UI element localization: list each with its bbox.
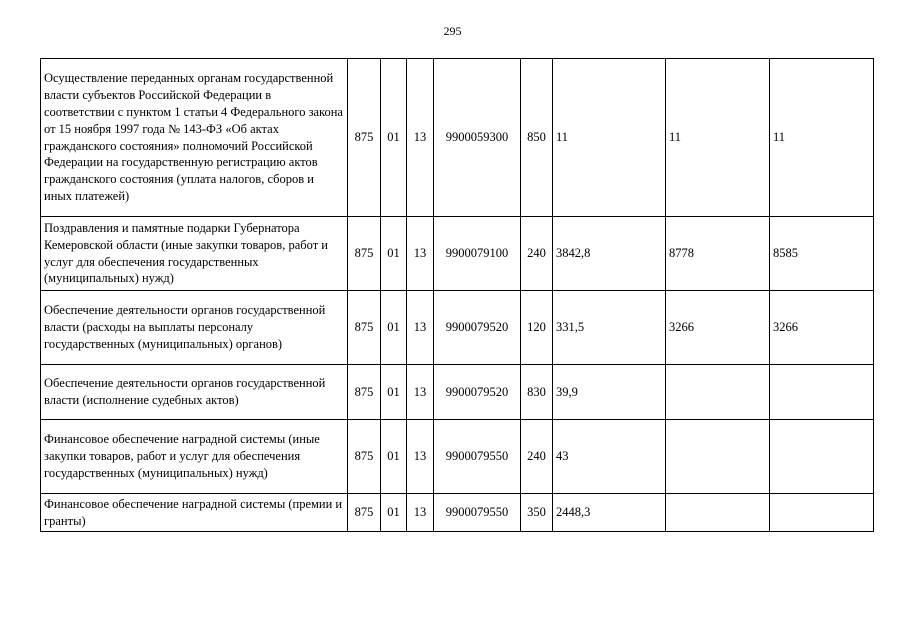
row-description: Поздравления и памятные подарки Губернатора Кемеровской области (иные закупки товаров, работ и услуг для обеспечения государственных (муниципальных) нужд) (41, 217, 348, 291)
page-number: 295 (443, 24, 462, 38)
row-description: Финансовое обеспечение наградной системы (иные закупки товаров, работ и услуг для обеспечения государственных (муниципальных) нужд) (41, 420, 348, 494)
amount-cell-2 (666, 365, 770, 420)
expense-type-code: 850 (521, 59, 553, 217)
row-description: Финансовое обеспечение наградной системы (премии и гранты) (41, 494, 348, 532)
expense-type-code: 120 (521, 291, 553, 365)
amount-cell-2: 3266 (666, 291, 770, 365)
target-article-code: 9900079550 (434, 420, 521, 494)
target-article-code: 9900079550 (434, 494, 521, 532)
ministry-code: 875 (348, 420, 381, 494)
target-article-code: 9900079520 (434, 291, 521, 365)
table-row (41, 420, 874, 494)
amount-cell-1: 39,9 (553, 365, 666, 420)
expense-type-code: 240 (521, 217, 553, 291)
amount-cell-2 (666, 494, 770, 532)
ministry-code: 875 (348, 291, 381, 365)
amount-cell-1: 3842,8 (553, 217, 666, 291)
section-code: 01 (381, 365, 407, 420)
expense-type-code: 830 (521, 365, 553, 420)
table-row (41, 365, 874, 420)
subsection-code: 13 (407, 59, 434, 217)
amount-cell-2: 8778 (666, 217, 770, 291)
section-code: 01 (381, 59, 407, 217)
amount-cell-3: 8585 (770, 217, 874, 291)
ministry-code: 875 (348, 494, 381, 532)
table-row (41, 217, 874, 291)
section-code: 01 (381, 494, 407, 532)
amount-cell-3: 3266 (770, 291, 874, 365)
amount-cell-2: 11 (666, 59, 770, 217)
target-article-code: 9900079100 (434, 217, 521, 291)
target-article-code: 9900079520 (434, 365, 521, 420)
amount-cell-1: 11 (553, 59, 666, 217)
target-article-code: 9900059300 (434, 59, 521, 217)
subsection-code: 13 (407, 420, 434, 494)
subsection-code: 13 (407, 494, 434, 532)
amount-cell-1: 331,5 (553, 291, 666, 365)
section-code: 01 (381, 291, 407, 365)
subsection-code: 13 (407, 217, 434, 291)
subsection-code: 13 (407, 365, 434, 420)
ministry-code: 875 (348, 59, 381, 217)
row-description: Обеспечение деятельности органов государственной власти (расходы на выплаты персоналу государственных (муниципальных) органов) (41, 291, 348, 365)
table-row (41, 291, 874, 365)
expense-type-code: 350 (521, 494, 553, 532)
ministry-code: 875 (348, 217, 381, 291)
section-code: 01 (381, 217, 407, 291)
ministry-code: 875 (348, 365, 381, 420)
row-description: Осуществление переданных органам государственной власти субъектов Российской Федерации в соответствии с пунктом 1 статьи 4 Федерального закона от 15 ноября 1997 года № 143-ФЗ «Об актах гражданского состояния» полномочий Российской Федерации на государственную регистрацию актов гражданского состояния (уплата налогов, сборов и иных платежей) (41, 59, 348, 217)
amount-cell-3 (770, 420, 874, 494)
amount-cell-1: 2448,3 (553, 494, 666, 532)
amount-cell-3: 11 (770, 59, 874, 217)
expense-type-code: 240 (521, 420, 553, 494)
amount-cell-3 (770, 494, 874, 532)
row-description: Обеспечение деятельности органов государственной власти (исполнение судебных актов) (41, 365, 348, 420)
amount-cell-1: 43 (553, 420, 666, 494)
section-code: 01 (381, 420, 407, 494)
amount-cell-2 (666, 420, 770, 494)
amount-cell-3 (770, 365, 874, 420)
subsection-code: 13 (407, 291, 434, 365)
table-row (41, 494, 874, 532)
table-row (41, 59, 874, 217)
budget-table (40, 58, 874, 532)
